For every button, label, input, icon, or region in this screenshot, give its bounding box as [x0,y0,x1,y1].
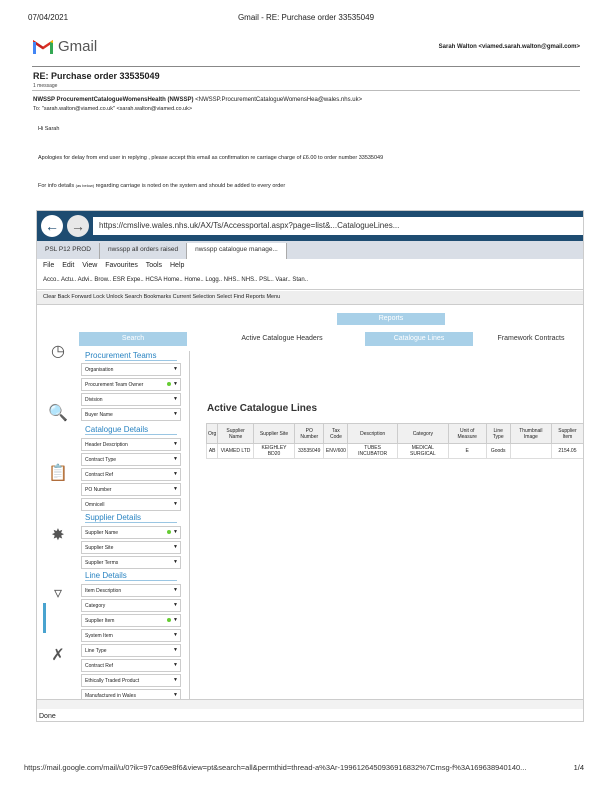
col-line-type[interactable]: Line Type [486,424,510,444]
grid-header-row [207,424,584,444]
cell: E [448,444,486,459]
field-buyer-name[interactable]: Buyer Name ▼ [81,408,181,421]
field-division[interactable]: Division ▼ [81,393,181,406]
network-icon[interactable]: ✸ [51,527,65,544]
cell: Goods [486,444,510,459]
field-organisation[interactable]: Organisation ▼ [81,363,181,376]
col-supplier-name[interactable]: Supplier Name [218,424,254,444]
field-item-description[interactable]: Item Description ▼ [81,584,181,597]
print-title: Gmail - RE: Purchase order 33535049 [237,13,375,22]
cell: ENV/600 [324,444,348,459]
field-system-item[interactable]: System Item ▼ [81,629,181,642]
left-icon-column [37,343,79,701]
field-category[interactable]: Category ▼ [81,599,181,612]
field-contract-ref[interactable]: Contract Ref ▼ [81,468,181,481]
tab-framework-contracts[interactable]: Framework Contracts [497,335,565,342]
cell: AB [207,444,218,459]
email-subject: RE: Purchase order 33535049 [33,71,160,81]
browser-tab[interactable]: nwsspp all orders raised [100,243,187,259]
body-text: For info details [38,183,75,189]
field-line-type[interactable]: Line Type ▼ [81,644,181,657]
cell: TUBES INCUBATOR [348,444,397,459]
field-po-number[interactable]: PO Number ▼ [81,483,181,496]
panel-divider [189,351,190,701]
body-small: (as below) [75,183,95,188]
page-number: 1/4 [573,763,584,772]
body-text: regarding carriage is noted on the system and should be added to every order [95,183,286,189]
body-line [38,183,285,189]
field-supplier-name[interactable]: Supplier Name ▼ [81,526,181,539]
field-contract-type[interactable]: Contract Type ▼ [81,453,181,466]
favourites-bar[interactable]: Acco.. Actu.. Advi.. Brow.. ESR Expe.. HCSA Home.. Home.. Logg.. NHS.. NHS.. PSL.. Vaar.. Stan.. [37,273,584,290]
section-line-details: Line Details [85,571,177,581]
divider [32,66,580,67]
field-omnicell[interactable]: Omnicell ▼ [81,498,181,511]
col-category[interactable]: Category [397,424,448,444]
browser-tab[interactable]: PSL P12 PROD [37,243,100,259]
grid-title: Active Catalogue Lines [207,403,318,414]
field-manufactured-in-wales[interactable]: Manufactured in Wales ▼ [81,689,181,702]
email-to: To: "sarah.walton@viamed.co.uk" <sarah.walton@viamed.co.uk> [33,106,193,112]
col-org[interactable]: Org [207,424,218,444]
gmail-logo-text: Gmail [58,38,98,55]
selected-indicator [43,603,46,633]
forward-icon[interactable]: → [67,215,89,237]
sender-name: NWSSP ProcurementCatalogueWomensHealth (NWSSP) [33,97,194,103]
app-toolbar[interactable]: Clear Back Forward Lock Unlock Search Bookmarks Current Selection Select Find Reports Menu [37,291,584,305]
url-field[interactable]: https://cmslive.wales.nhs.uk/AX/Ts/Accessportal.aspx?page=list&...CatalogueLines... [93,217,583,235]
col-thumbnail[interactable]: Thumbnail Image [510,424,551,444]
dashboard-icon[interactable]: ◷ [51,343,65,360]
sender-address: <NWSSP.ProcurementCatalogueWomensHea@wales.nhs.uk> [195,97,363,103]
col-description[interactable]: Description [348,424,397,444]
field-supplier-terms[interactable]: Supplier Terms ▼ [81,556,181,569]
email-from [33,97,362,103]
footer-url: https://mail.google.com/mail/u/0?ik=97ca69e8f6&view=pt&search=all&permthid=thread-a%3Ar-1996126450936916832%7Cmsg-f%3A169638940140... [24,763,527,772]
tools-icon[interactable]: ✗ [51,647,65,664]
status-text: Done [39,713,56,720]
address-bar [37,211,584,241]
greeting: Hi Sarah [38,126,60,132]
field-procurement-team-owner[interactable]: Procurement Team Owner ▼ [81,378,181,391]
section-procurement-teams: Procurement Teams [85,351,177,361]
filter-panel [79,351,187,706]
chart-search-icon[interactable]: 🔍 [48,405,68,422]
message-count: 1 message [33,83,58,89]
field-contract-ref-line[interactable]: Contract Ref ▼ [81,659,181,672]
browser-tab-active[interactable]: nwsspp catalogue manage... [187,243,287,259]
col-uom[interactable]: Unit of Measure [448,424,486,444]
section-supplier-details: Supplier Details [85,513,177,523]
catalogue-lines-grid [206,423,584,459]
embedded-screenshot [36,210,584,722]
reports-button[interactable]: Reports [337,313,445,325]
field-ethically-traded[interactable]: Ethically Traded Product ▼ [81,674,181,687]
gmail-m-icon [33,39,53,54]
print-date: 07/04/2021 [28,13,69,22]
cell: 2154.05 [551,444,583,459]
col-tax-code[interactable]: Tax Code [324,424,348,444]
field-supplier-site[interactable]: Supplier Site ▼ [81,541,181,554]
horizontal-scrollbar[interactable] [37,699,584,709]
cell [510,444,551,459]
col-po-number[interactable]: PO Number [295,424,324,444]
divider [32,90,580,91]
tab-search[interactable]: Search [79,332,187,346]
cell: VIAMED LTD [218,444,254,459]
col-supplier-site[interactable]: Supplier Site [253,424,294,444]
col-supplier-item[interactable]: Supplier Item [551,424,583,444]
cell: KEIGHLEY BD20 [253,444,294,459]
browser-tabs [37,241,584,259]
field-supplier-item[interactable]: Supplier Item ▼ [81,614,181,627]
tab-active-catalogue-headers[interactable]: Active Catalogue Headers [241,335,323,342]
account-user: Sarah Walton <viamed.sarah.walton@gmail.com> [438,44,580,50]
tab-catalogue-lines[interactable]: Catalogue Lines [365,332,473,346]
browser-menu[interactable]: File Edit View Favourites Tools Help [43,262,185,269]
app-tabs [77,332,584,346]
gmail-logo [33,38,97,55]
field-header-description[interactable]: Header Description ▼ [81,438,181,451]
cell: 33535049 [295,444,324,459]
back-icon[interactable]: ← [41,215,63,237]
filter-icon[interactable]: ▿ [53,585,63,602]
clipboard-icon[interactable]: 📋 [48,465,68,482]
section-catalogue-details: Catalogue Details [85,425,177,435]
cell: MEDICAL SURGICAL [397,444,448,459]
body-line: Apologies for delay from end user in replying , please accept this email as confirmation re carriage charge of £6.00 to order number 33535049 [38,155,384,161]
table-row[interactable] [207,444,584,459]
